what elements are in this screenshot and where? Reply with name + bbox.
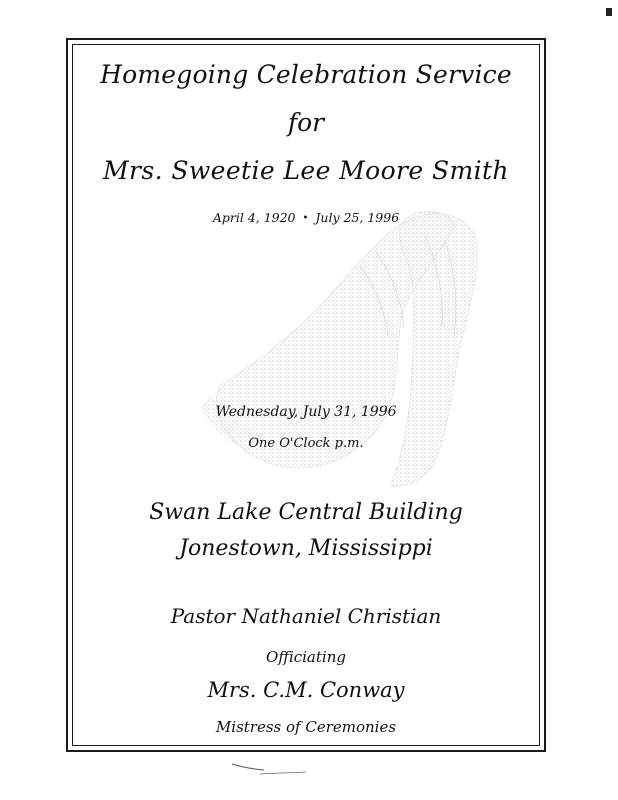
praying-hands-icon [200, 196, 500, 496]
service-time: One O'Clock p.m. [248, 436, 364, 451]
service-title: Homegoing Celebration Service [100, 60, 512, 89]
deceased-name: Mrs. Sweetie Lee Moore Smith [103, 156, 509, 185]
service-title-for: for [287, 108, 325, 137]
mistress-role: Mistress of Ceremonies [215, 718, 397, 736]
service-day: Wednesday, July 31, 1996 [215, 404, 397, 420]
pen-stroke-mark [230, 758, 310, 778]
scan-mark [606, 8, 612, 16]
life-dates [66, 210, 546, 225]
venue-city: Jonestown, Mississippi [179, 536, 433, 561]
officiant-role: Officiating [266, 648, 346, 666]
death-date: July 25, 1996 [315, 210, 400, 225]
birth-date: April 4, 1920 [212, 210, 296, 225]
officiant-name: Pastor Nathaniel Christian [170, 604, 442, 628]
venue-name: Swan Lake Central Building [149, 500, 463, 525]
date-separator: • [302, 213, 309, 224]
mistress-name: Mrs. C.M. Conway [207, 678, 405, 702]
